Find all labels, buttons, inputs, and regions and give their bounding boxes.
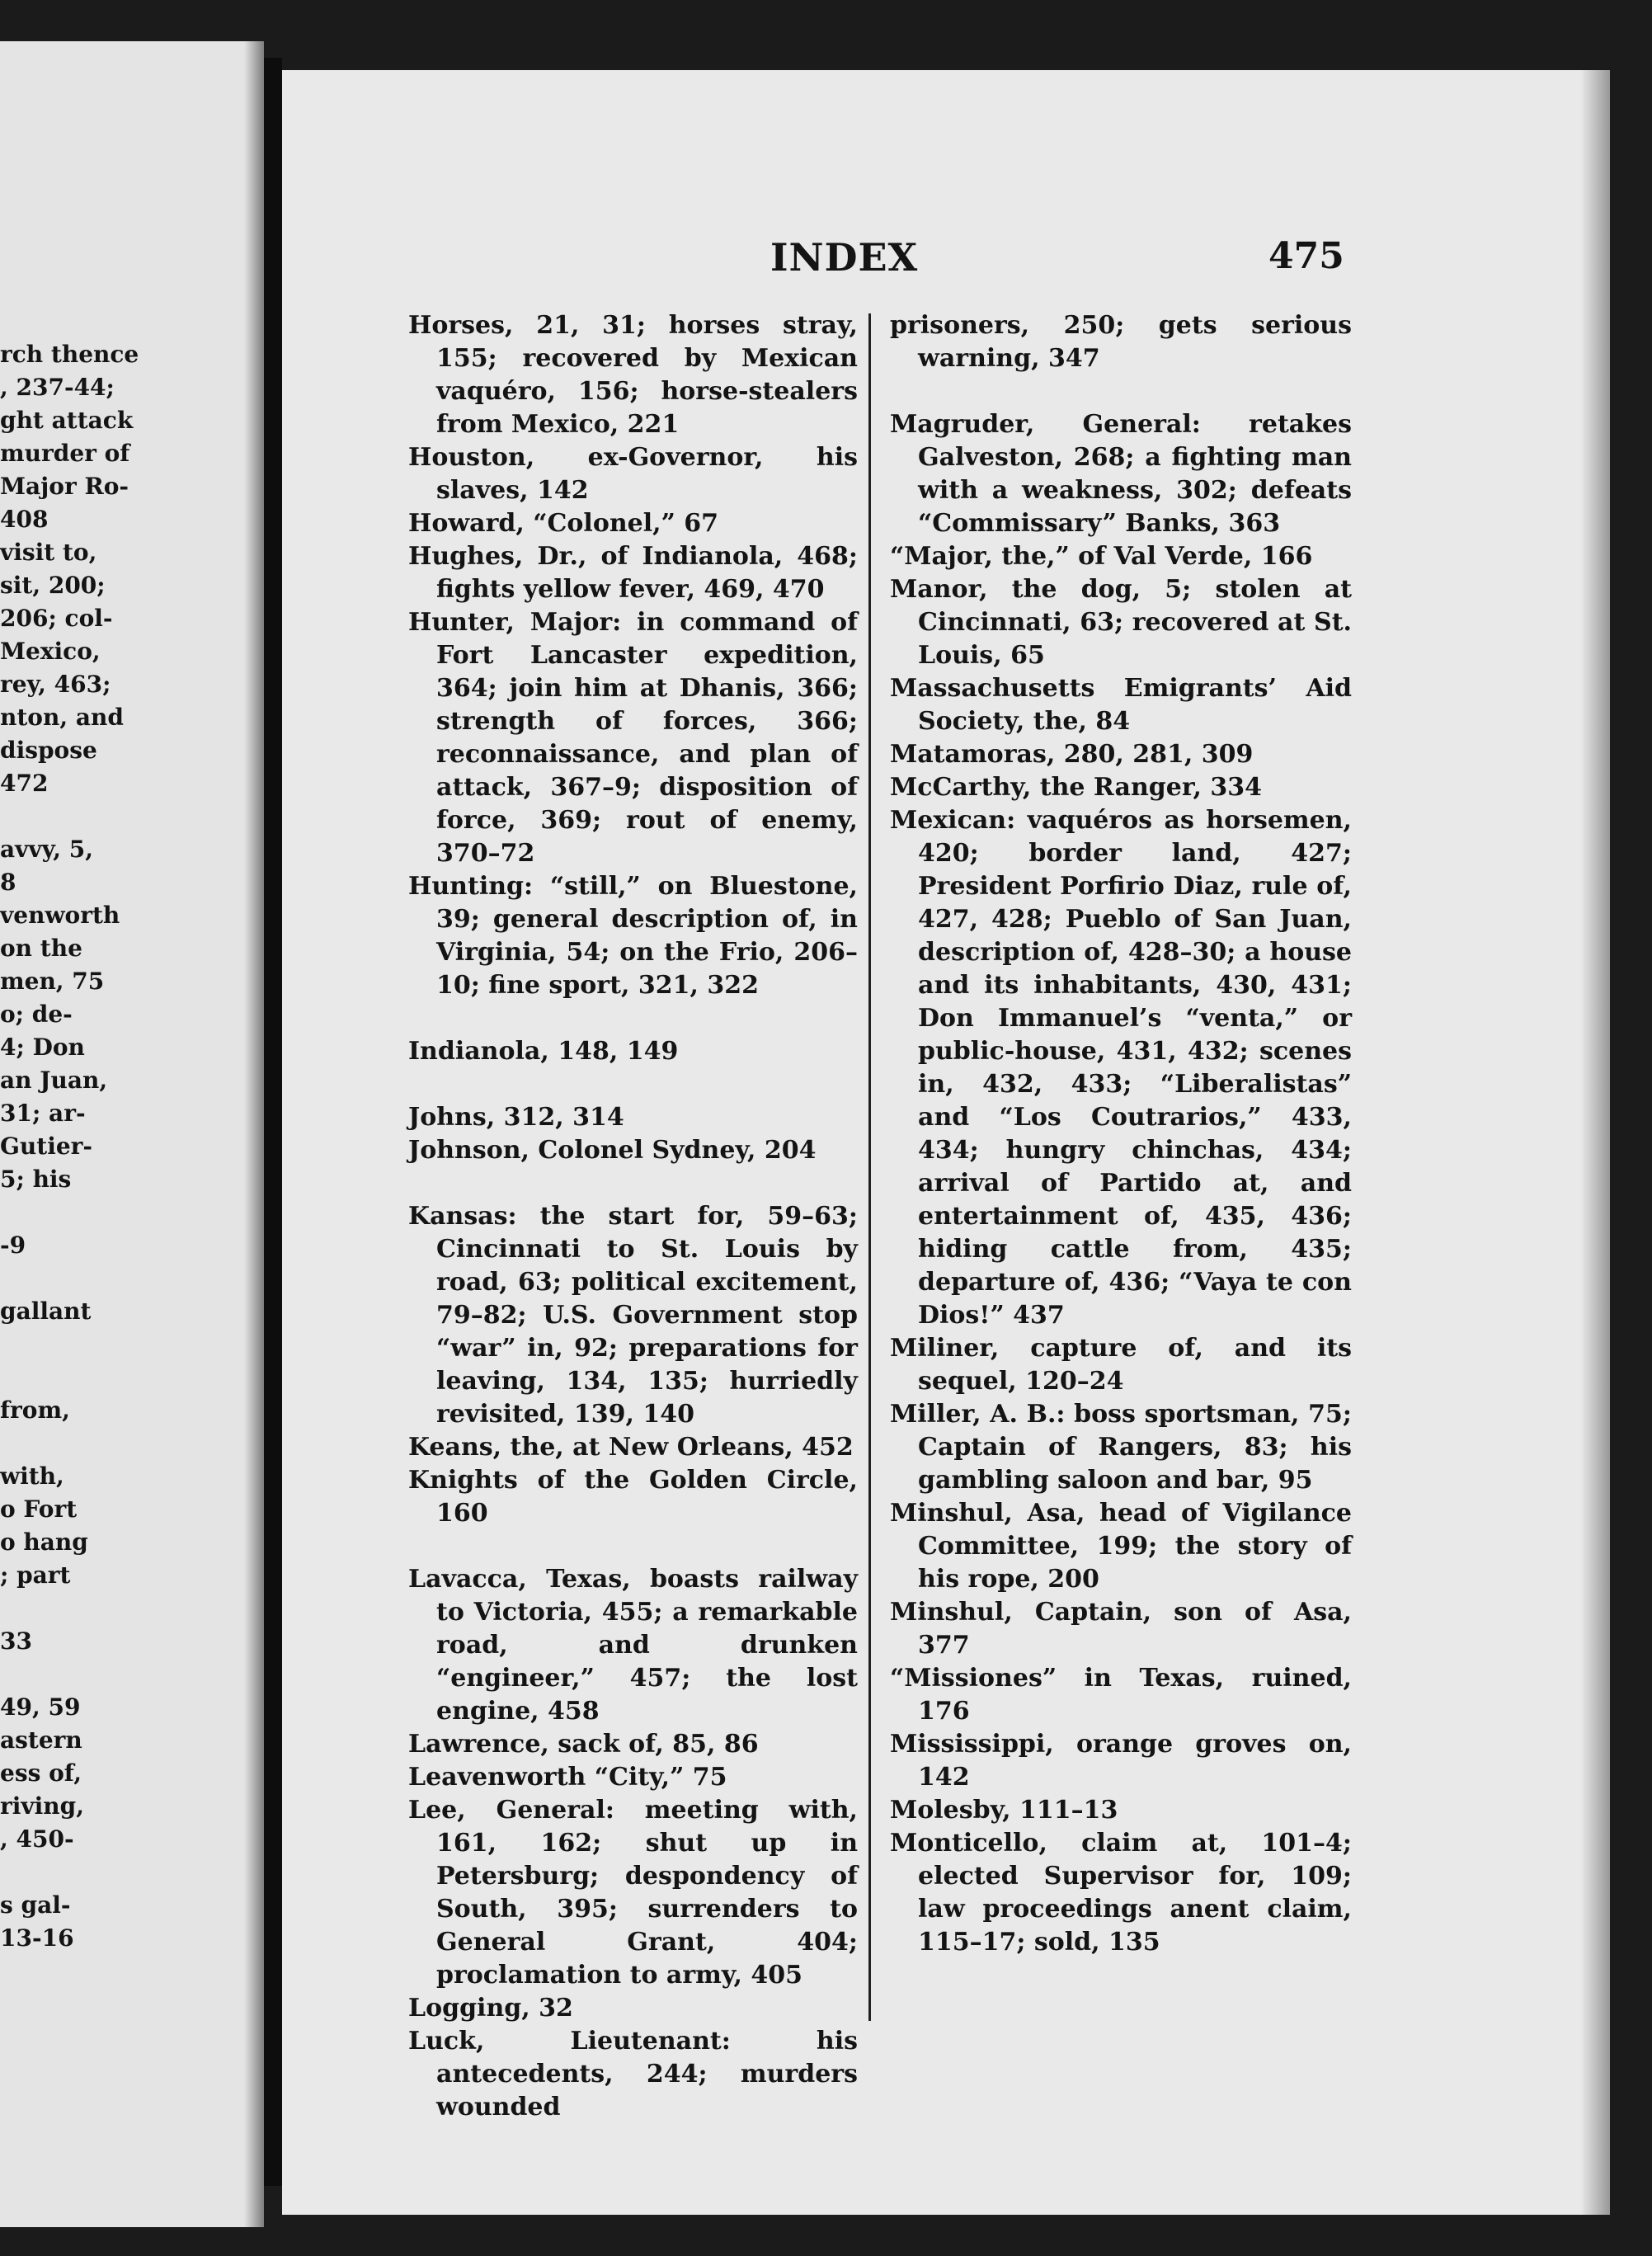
index-entry: Magruder, General: retakes Galveston, 268; a fighting man with a weakness, 302; defeats “Commissary” Banks, 363: [890, 410, 1352, 538]
index-entry: Lavacca, Texas, boasts railway to Victoria, 455; a remarkable road, and drunken “engineer,” 457; the lost engine, 458: [408, 1565, 858, 1726]
index-entry: Howard, “Colonel,” 67: [408, 509, 719, 538]
facing-page-fragment: murder of: [0, 440, 130, 467]
index-column-right: [890, 309, 1352, 1959]
facing-page-fragment: rey, 463;: [0, 671, 111, 698]
facing-page-fragment: [0, 1658, 247, 1691]
index-entry: Lee, General: meeting with, 161, 162; shut up in Petersburg; despondency of South, 395; surrenders to General Grant, 404; proclamation to army, 405: [408, 1796, 858, 1990]
facing-page-fragment: visit to,: [0, 539, 97, 566]
gutter-shadow: [244, 41, 264, 2227]
facing-page-fragment: [0, 1262, 247, 1295]
index-column-left: [408, 309, 858, 2124]
binding-divider: [264, 58, 282, 2186]
page-number: 475: [1268, 235, 1344, 277]
facing-page-fragment: [0, 1196, 247, 1229]
index-entry: Manor, the dog, 5; stolen at Cincinnati, 63; recovered at St. Louis, 65: [890, 575, 1352, 670]
facing-page-fragment: gallant: [0, 1298, 92, 1325]
facing-page-fragment: [0, 1592, 247, 1625]
facing-page-fragment: s gal-: [0, 1891, 71, 1919]
index-entry: Logging, 32: [408, 1994, 573, 2023]
index-entry: Miliner, capture of, and its sequel, 120–24: [890, 1334, 1352, 1396]
facing-page-fragment: dispose: [0, 737, 97, 764]
index-entry: Minshul, Asa, head of Vigilance Committee, 199; the story of his rope, 200: [890, 1499, 1352, 1594]
facing-page-left: [0, 41, 264, 2227]
facing-page-fragment: 4; Don: [0, 1034, 85, 1061]
facing-page-fragment: 49, 59: [0, 1693, 81, 1721]
facing-page-fragment: o hang: [0, 1528, 88, 1556]
index-entry: prisoners, 250; gets serious warning, 347: [890, 311, 1352, 373]
facing-page-fragment: Gutier-: [0, 1133, 93, 1160]
facing-page-fragment: from,: [0, 1396, 70, 1424]
column-rule: [868, 313, 871, 2021]
index-entry: Hunter, Major: in command of Fort Lancaster expedition, 364; join him at Dhanis, 366; strength of forces, 366; reconnaissance, and plan of attack, 367–9; disposition of force, 369; rout of enemy, 370–72: [408, 608, 858, 868]
facing-page-fragment: [0, 800, 247, 833]
facing-page-fragment: avvy, 5,: [0, 836, 93, 863]
facing-page-fragment: 33: [0, 1627, 32, 1655]
facing-page-fragment: an Juan,: [0, 1067, 108, 1094]
facing-page-fragment: [0, 1328, 247, 1361]
index-entry: “Major, the,” of Val Verde, 166: [890, 542, 1313, 571]
index-entry: Miller, A. B.: boss sportsman, 75; Captain of Rangers, 83; his gambling saloon and bar, 95: [890, 1400, 1352, 1495]
facing-page-fragment: 13-16: [0, 1924, 74, 1952]
facing-page-fragment: sit, 200;: [0, 572, 106, 599]
facing-page-fragment: , 450-: [0, 1825, 74, 1853]
index-entry: Mexican: vaquéros as horsemen, 420; border land, 427; President Porfirio Diaz, rule of, 427, 428; Pueblo of San Juan, description of, 428–30; a house and its inhabitants, 430, 431; Don Immanuel’s “venta,” or public-house, 431, 432; scenes in, 432, 433; “Liberalistas” and “Los Coutrarios,” 433, 434; hungry chinchas, 434; arrival of Partido at, and entertainment of, 435, 436; hiding cattle from, 435; departure of, 436; “Vaya te con Dios!” 437: [890, 806, 1352, 1330]
facing-page-fragment: [0, 1361, 247, 1394]
index-entry: Molesby, 111–13: [890, 1796, 1118, 1825]
facing-page-fragment: , 237-44;: [0, 374, 115, 401]
facing-page-fragment: o Fort: [0, 1495, 78, 1523]
index-entry: Hughes, Dr., of Indianola, 468; fights yellow fever, 469, 470: [408, 542, 858, 604]
index-entry: Hunting: “still,” on Bluestone, 39; general description of, in Virginia, 54; on the Frio, 206–10; fine sport, 321, 322: [408, 872, 858, 1000]
index-entry: Houston, ex-Governor, his slaves, 142: [408, 443, 858, 505]
index-entry: Leavenworth “City,” 75: [408, 1763, 727, 1792]
facing-page-fragment: -9: [0, 1232, 26, 1259]
facing-page-fragment: 31; ar-: [0, 1100, 86, 1127]
index-entry: Mississippi, orange groves on, 142: [890, 1730, 1352, 1792]
index-entry: Keans, the, at New Orleans, 452: [408, 1433, 854, 1462]
index-entry: Kansas: the start for, 59–63; Cincinnati to St. Louis by road, 63; political excitement, 79–82; U.S. Government stop “war” in, 92; preparations for leaving, 134, 135; hurriedly revisited, 139, 140: [408, 1202, 858, 1429]
facing-page-fragment: 8: [0, 869, 16, 896]
facing-page-fragment: venworth: [0, 902, 120, 929]
facing-page-text-fragments: [0, 338, 247, 1955]
facing-page-fragment: [0, 1856, 247, 1889]
facing-page-fragment: 472: [0, 770, 49, 797]
index-page: [282, 70, 1610, 2215]
facing-page-fragment: ght attack: [0, 407, 134, 434]
index-entry: Matamoras, 280, 281, 309: [890, 740, 1254, 769]
index-entry: Knights of the Golden Circle, 160: [408, 1466, 858, 1528]
facing-page-fragment: 206; col-: [0, 605, 113, 632]
facing-page-fragment: 5; his: [0, 1166, 72, 1193]
index-entry: Lawrence, sack of, 85, 86: [408, 1730, 759, 1759]
index-entry: Luck, Lieutenant: his antecedents, 244; murders wounded: [408, 2027, 858, 2122]
facing-page-fragment: ; part: [0, 1561, 71, 1589]
facing-page-fragment: Mexico,: [0, 638, 101, 665]
facing-page-fragment: Major Ro-: [0, 473, 129, 500]
index-entry: McCarthy, the Ranger, 334: [890, 773, 1262, 802]
facing-page-fragment: with,: [0, 1462, 64, 1490]
facing-page-fragment: on the: [0, 935, 82, 962]
facing-page-fragment: astern: [0, 1726, 82, 1754]
running-head: INDEX: [770, 235, 919, 280]
facing-page-fragment: nton, and: [0, 704, 124, 731]
facing-page-fragment: [0, 1427, 247, 1460]
facing-page-fragment: 408: [0, 506, 49, 533]
index-entry: “Missiones” in Texas, ruined, 176: [890, 1664, 1352, 1726]
index-entry: Minshul, Captain, son of Asa, 377: [890, 1598, 1352, 1660]
index-entry: Johnson, Colonel Sydney, 204: [408, 1136, 817, 1165]
index-entry: Monticello, claim at, 101–4; elected Supervisor for, 109; law proceedings anent claim, 115–17; sold, 135: [890, 1829, 1352, 1957]
index-entry: Horses, 21, 31; horses stray, 155; recovered by Mexican vaquéro, 156; horse-stealers from Mexico, 221: [408, 311, 858, 439]
index-entry: Massachusetts Emigrants’ Aid Society, the, 84: [890, 674, 1352, 736]
page-header: [282, 235, 1610, 285]
page-edge-shadow: [1580, 70, 1610, 2215]
facing-page-fragment: riving,: [0, 1792, 84, 1820]
facing-page-fragment: men, 75: [0, 968, 105, 995]
facing-page-fragment: rch thence: [0, 341, 139, 368]
facing-page-fragment: ess of,: [0, 1759, 82, 1787]
facing-page-fragment: o; de-: [0, 1001, 73, 1028]
index-entry: Johns, 312, 314: [408, 1103, 624, 1132]
index-entry: Indianola, 148, 149: [408, 1037, 679, 1066]
